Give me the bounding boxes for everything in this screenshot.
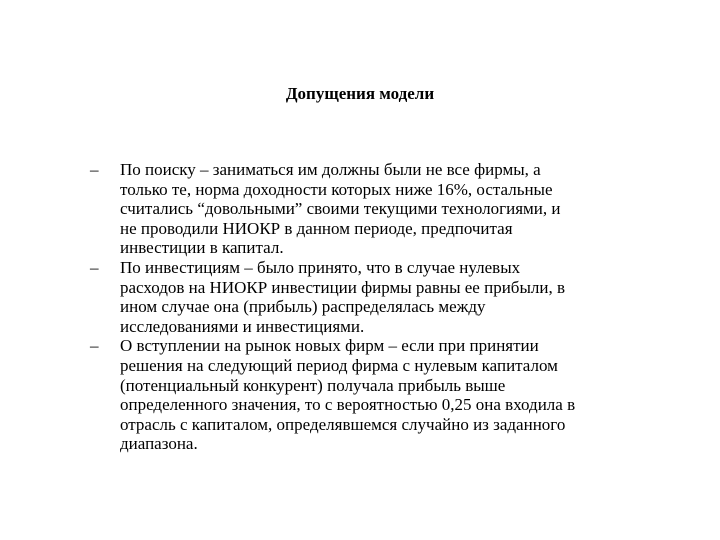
- slide-title: Допущения модели: [285, 84, 435, 103]
- dash-marker: –: [90, 336, 99, 356]
- dash-marker: –: [90, 257, 99, 277]
- bullet-line: О вступлении на рынок новых фирм – если при принятии: [120, 336, 539, 356]
- bullet-line: не проводили НИОКР в данном периоде, предпочитая: [120, 218, 513, 238]
- dash-marker: –: [90, 160, 99, 179]
- bullet-line: считались “довольными” своими текущими технологиями, и: [120, 199, 561, 219]
- bullet-investment: [90, 258, 690, 336]
- bullet-line: отрасль с капиталом, определявшемся случайно из заданного: [120, 414, 566, 434]
- bullet-line: решения на следующий период фирма с нулевым капиталом: [120, 355, 558, 375]
- bullet-line: По поиску – заниматься им должны были не все фирмы, а: [120, 160, 541, 179]
- bullet-line: инвестиции в капитал.: [120, 238, 284, 258]
- bullet-line: По инвестициям – было принято, что в случае нулевых: [120, 257, 521, 277]
- bullet-line: ином случае она (прибыль) распределялась между: [120, 297, 486, 317]
- bullet-line: исследованиями и инвестициями.: [120, 316, 365, 336]
- bullet-line: диапазона.: [120, 434, 198, 454]
- bullet-line: только те, норма доходности которых ниже 16%, остальные: [120, 179, 553, 199]
- bullet-line: определенного значения, то с вероятностью 0,25 она входила в: [120, 395, 576, 415]
- bullet-search: [90, 160, 690, 258]
- bullet-list: [90, 160, 690, 454]
- bullet-line: расходов на НИОКР инвестиции фирмы равны ее прибыли, в: [120, 277, 565, 297]
- bullet-market-entry: [90, 336, 690, 454]
- bullet-line: (потенциальный конкурент) получала прибыль выше: [120, 375, 506, 395]
